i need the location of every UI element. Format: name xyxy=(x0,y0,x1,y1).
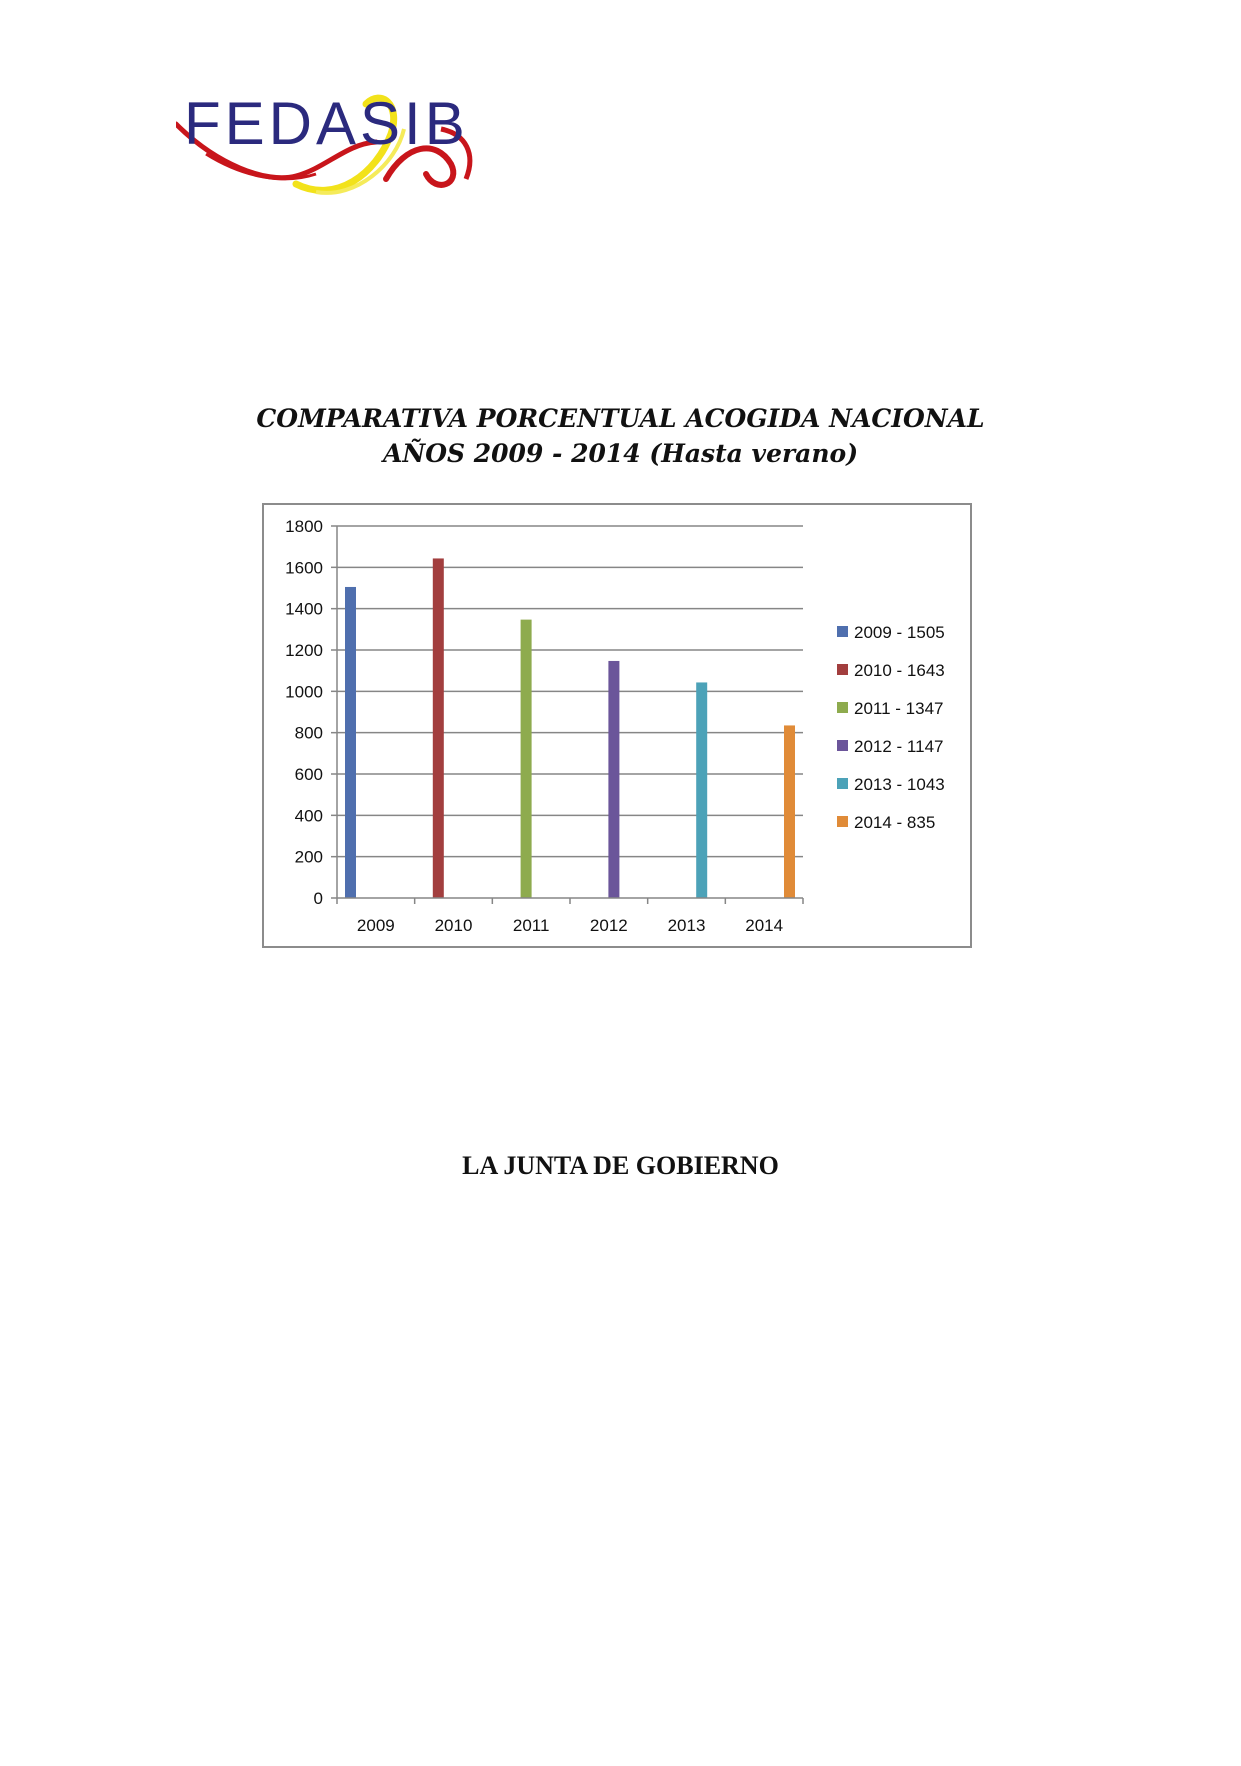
x-tick-label: 2012 xyxy=(589,916,628,935)
legend-swatch xyxy=(837,664,848,675)
x-tick-label: 2013 xyxy=(667,916,706,935)
x-tick-label: 2010 xyxy=(434,916,473,935)
legend-label: 2011 - 1347 xyxy=(854,699,944,718)
legend-swatch xyxy=(837,626,848,637)
legend-swatch xyxy=(837,816,848,827)
bar-2011 xyxy=(521,620,532,898)
bar-2009 xyxy=(345,587,356,898)
legend-label: 2012 - 1147 xyxy=(854,737,944,756)
fedasib-logo xyxy=(176,84,486,206)
gridlines xyxy=(337,526,803,857)
legend-swatch xyxy=(837,740,848,751)
bar-2012 xyxy=(608,661,619,898)
y-tick-label: 0 xyxy=(313,889,323,908)
y-tick-label: 800 xyxy=(294,723,323,743)
legend-label: 2014 - 835 xyxy=(854,813,936,832)
bar-2010 xyxy=(433,558,444,898)
y-tick-label: 1800 xyxy=(285,517,323,536)
y-tick-label: 1600 xyxy=(285,558,323,578)
legend-label: 2009 - 1505 xyxy=(854,623,945,642)
bar-2013 xyxy=(696,682,707,898)
y-tick-label: 1200 xyxy=(285,641,323,660)
legend-swatch xyxy=(837,702,848,713)
chart-title-line-2: AÑOS 2009 - 2014 (Hasta verano) xyxy=(382,439,859,468)
y-tick-label: 600 xyxy=(294,765,323,784)
chart-title-line-1: COMPARATIVA PORCENTUAL ACOGIDA NACIONAL xyxy=(256,404,985,433)
bar-2014 xyxy=(784,725,795,898)
y-tick-label: 200 xyxy=(294,847,323,867)
x-tick-label: 2011 xyxy=(512,916,550,935)
y-tick-label: 1400 xyxy=(285,599,323,619)
y-tick-label: 1000 xyxy=(285,682,323,702)
legend-label: 2010 - 1643 xyxy=(854,661,945,680)
legend xyxy=(837,623,945,832)
bar-chart xyxy=(264,505,970,946)
logo-text: FEDASIB xyxy=(184,90,469,157)
x-tick-label: 2009 xyxy=(356,916,395,935)
signature-text: LA JUNTA DE GOBIERNO xyxy=(462,1151,779,1180)
axes xyxy=(285,517,803,935)
legend-swatch xyxy=(837,778,848,789)
legend-label: 2013 - 1043 xyxy=(854,775,945,794)
chart-frame xyxy=(262,503,972,948)
y-tick-label: 400 xyxy=(294,806,323,826)
x-tick-label: 2014 xyxy=(745,916,784,935)
